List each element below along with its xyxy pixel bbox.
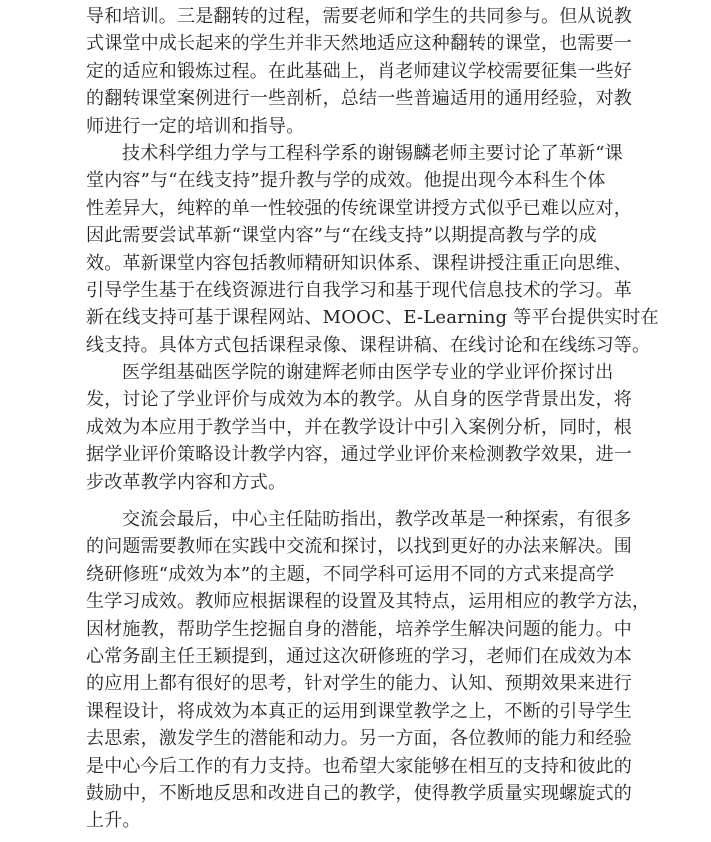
text-line: 的问题需要教师在实践中交流和探讨，以找到更好的办法来解决。围 — [86, 536, 632, 558]
text-line: 的翻转课堂案例进行一些剖析，总结一些普遍适用的通用经验，对教 — [86, 88, 632, 110]
text-line: 线支持。具体方式包括课程录像、课程讲稿、在线讨论和在线练习等。 — [86, 334, 651, 356]
text-line: 引导学生基于在线资源进行自我学习和基于现代信息技术的学习。革 — [86, 279, 632, 301]
paragraph — [86, 506, 651, 835]
text-line: 心常务副主任王颖提到，通过这次研修班的学习，老师们在成效为本 — [86, 645, 632, 667]
paragraph — [86, 140, 659, 359]
paragraph — [86, 359, 632, 496]
text-line: 性差异大，纯粹的单一性较强的传统课堂讲授方式似乎已难以应对， — [86, 197, 632, 219]
text-line: 定的适应和锻炼过程。在此基础上，肖老师建议学校需要征集一些好 — [86, 60, 632, 82]
text-line: 效。革新课堂内容包括教师精研知识体系、课程讲授注重正向思维、 — [86, 252, 632, 274]
text-line: 发，讨论了学业评价与成效为本的教学。从自身的医学背景出发，将 — [86, 389, 632, 411]
text-line: 交流会最后，中心主任陆昉指出，教学改革是一种探索，有很多 — [122, 509, 632, 531]
text-line: 医学组基础医学院的谢建辉老师由医学专业的学业评价探讨出 — [122, 362, 614, 384]
text-line: 据学业评价策略设计教学内容，通过学业评价来检测教学效果，进一 — [86, 444, 632, 466]
text-line: 因材施教，帮助学生挖掘自身的潜能，培养学生解决问题的能力。中 — [86, 618, 632, 640]
text-line: 去思索，激发学生的潜能和动力。另一方面，各位教师的能力和经验 — [86, 728, 632, 750]
text-line: 是中心今后工作的有力支持。也希望大家能够在相互的支持和彼此的 — [86, 755, 632, 777]
text-line: 成效为本应用于教学当中，并在教学设计中引入案例分析，同时，根 — [86, 416, 632, 438]
text-line: 导和培训。三是翻转的过程，需要老师和学生的共同参与。但从说教 — [86, 6, 632, 27]
text-line: 生学习成效。教师应根据课程的设置及其特点，运用相应的教学方法， — [86, 591, 651, 613]
text-line: 上升。 — [86, 810, 141, 832]
text-line: 堂内容”与“在线支持”提升教与学的成效。他提出现今本科生个体 — [86, 170, 606, 192]
text-line: 步改革教学内容和方式。 — [86, 471, 287, 493]
text-line: 的应用上都有很好的思考，针对学生的能力、认知、预期效果来进行 — [86, 673, 632, 695]
text-line: 鼓励中，不断地反思和改进自己的教学，使得教学质量实现螺旋式的 — [86, 782, 632, 804]
paragraph — [86, 3, 632, 140]
text-line: 绕研修班“成效为本”的主题，不同学科可运用不同的方式来提高学 — [86, 563, 615, 585]
text-line: 式课堂中成长起来的学生并非天然地适应这种翻转的课堂，也需要一 — [86, 33, 632, 55]
text-line: 课程设计，将成效为本真正的运用到课堂教学之上，不断的引导学生 — [86, 700, 632, 722]
text-line: 技术科学组力学与工程科学系的谢锡麟老师主要讨论了革新“课 — [122, 142, 623, 164]
text-line: 师进行一定的培训和指导。 — [86, 115, 305, 137]
text-line: 因此需要尝试革新“课堂内容”与“在线支持”以期提高教与学的成 — [86, 225, 597, 247]
text-line: 新在线支持可基于课程网站、MOOC、E-Learning 等平台提供实时在 — [86, 307, 659, 329]
